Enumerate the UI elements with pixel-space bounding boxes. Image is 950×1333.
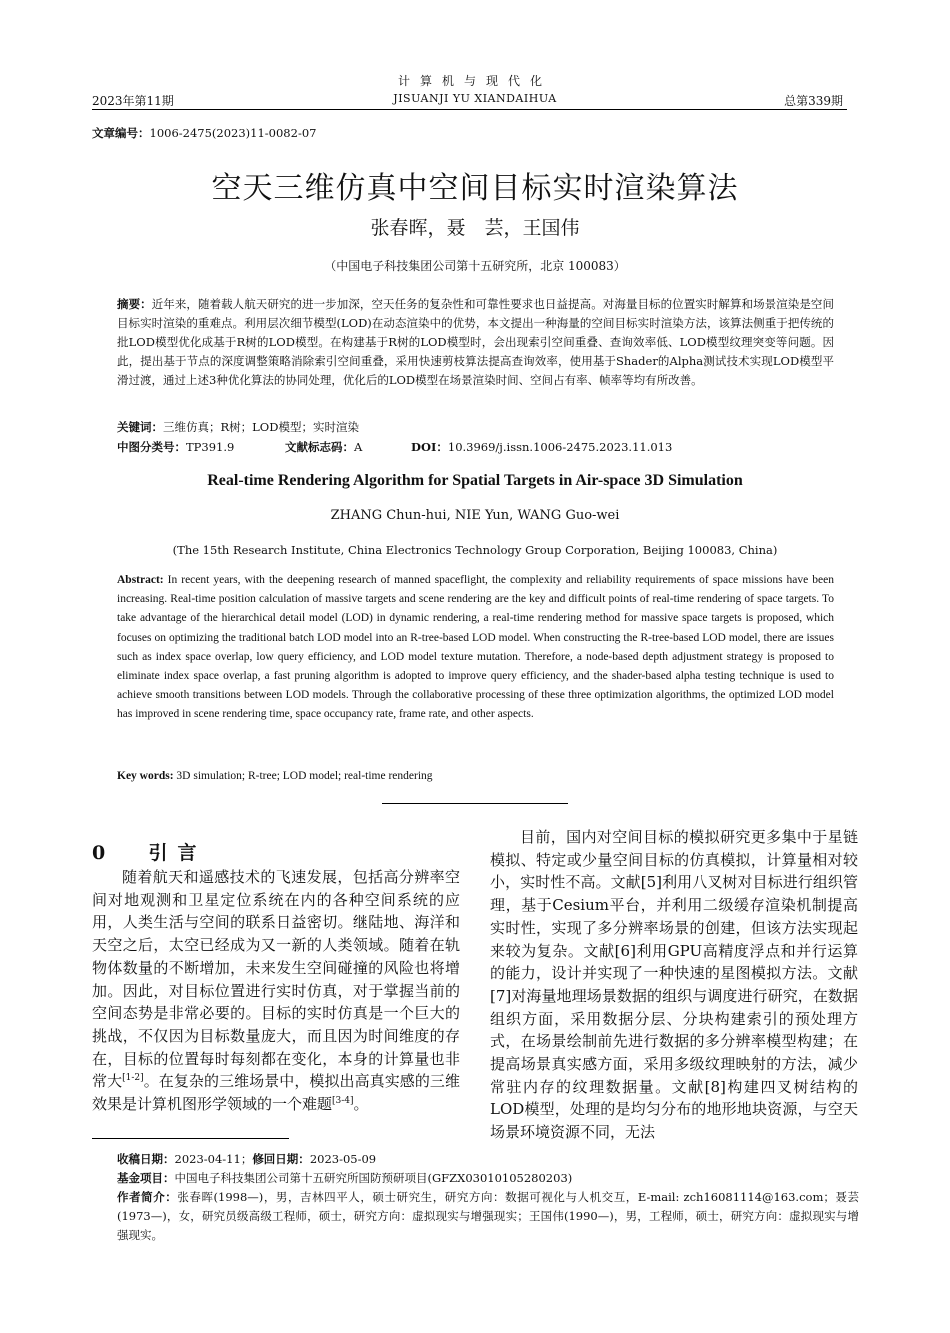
received-date: 2023-04-11 [174, 1152, 241, 1166]
classification-line [117, 439, 834, 455]
section-heading [92, 838, 206, 865]
keywords-cn-text: 三维仿真；R树；LOD模型；实时渲染 [163, 420, 359, 434]
doi-label: DOI： [411, 440, 448, 454]
title-cn: 空天三维仿真中空间目标实时渲染算法 [211, 171, 739, 206]
abstract-en [117, 571, 834, 725]
journal-title-cn: 计算机与现代化 [397, 74, 552, 88]
abstract-en-label: Abstract: [117, 574, 164, 586]
received-label: 收稿日期： [117, 1152, 175, 1166]
title-en: Real-time Rendering Algorithm for Spatial Targets in Air-space 3D Simulation [207, 472, 743, 489]
abstract-en-text: In recent years, with the deepening research of manned spaceflight, the complexity and reliability requirements of space missions have been increasing. Real-time position calculation of massive targets and scene rendering are the key and difficult points of real-time rendering of space targets. To take advantage of the hierarchical detail model (LOD) in dynamic rendering, a real-time rendering method for massive space targets is proposed, which focuses on optimizing the traditional batch LOD model into an R-tree-based LOD model. When constructing the R-tree-based LOD model, there are issues such as index space overlap, low query efficiency, and LOD model texture mutation. Therefore, a node-based depth adjustment strategy is proposed to eliminate index space overlap, a fast pruning algorithm is adopted to improve query efficiency, and the shader-based alpha testing technique is used to achieve smooth transitions between LOD models. Through the collaborative processing of these three optimization algorithms, the optimized LOD model has improved in scene rendering time, space occupancy rate, frame rate, and other aspects. [117, 574, 834, 721]
body-left-text-2: 。在复杂的三维场景中，模拟出高真实感的三维效果是计算机图形学领域的一个难题 [92, 1072, 460, 1114]
article-number-label: 文章编号： [92, 126, 150, 140]
year-issue: 2023年第11期 [92, 94, 174, 108]
keywords-cn-label: 关键词： [117, 420, 163, 434]
keywords-en-text: 3D simulation; R-tree; LOD model; real-time rendering [176, 770, 433, 782]
authors-en: ZHANG Chun-hui, NIE Yun, WANG Guo-wei [330, 508, 620, 523]
abstract-separator [382, 803, 568, 804]
bio-label: 作者简介： [117, 1190, 178, 1204]
abstract-cn-label: 摘要： [117, 297, 152, 311]
dates-line: 收稿日期：2023-04-11；修回日期：2023-05-09 [117, 1152, 377, 1166]
fund-line [117, 1169, 859, 1188]
total-issue: 总第339期 [784, 94, 843, 108]
bio-line [117, 1188, 859, 1245]
body-right-paragraph: 目前，国内对空间目标的模拟研究更多集中于星链模拟、特定或少量空间目标的仿真模拟，计算量相对较小，实时性不高。文献[5]利用八叉树对目标进行组织管理，基于Cesium平台，并利用二级缓存渲染机制提高实时性，实现了多分辨率场景的创建，但该方法实现起来较为复杂。文献[6]利用GPU高精度浮点和并行运算的能力，设计并实现了一种快速的星图模拟方法。文献[7]对海量地理场景数据的组织与调度进行研究，在数据组织方面，采用数据分层、分块构建索引的预处理方式，在场景绘制前先进行数据的多分辨率模型构建；在提高场景真实感方面，采用多级纹理映射的方法，减少常驻内存的纹理数据量。文献[8]构建四叉树结构的LOD模型，处理的是均匀分布的地形地块资源，与空天场景环境资源不同，无法 [490, 828, 858, 1142]
body-left-text-3: 。 [353, 1095, 369, 1114]
authors-cn: 张春晖，聂 芸，王国伟 [370, 217, 580, 239]
fund-label: 基金项目： [117, 1171, 175, 1185]
abstract-cn-text: 近年来，随着载人航天研究的进一步加深，空天任务的复杂性和可靠性要求也日益提高。对海量目标的位置实时解算和场景渲染是空间目标实时渲染的重难点。利用层次细节模型(LOD)在动态渲染中的优势，本文提出一种海量的空间目标实时渲染方法，该算法侧重于把传统的批LOD模型优化成基于R树的LOD模型。在构建基于R树的LOD模型时，会出现索引空间重叠、查询效率低、LOD模型纹理突变等问题。因此，提出基于节点的深度调整策略消除索引空间重叠，采用快速剪枝算法提高查询效率，使用基于Shader的Alpha测试技术实现LOD模型平滑过渡，通过上述3种优化算法的协同处理，优化后的LOD模型在场景渲染时间、空间占有率、帧率等均有所改善。 [117, 297, 834, 387]
footnotes [117, 1150, 859, 1245]
section-title: 引言 [148, 842, 207, 864]
journal-title-pinyin: JISUANJI YU XIANDAIHUA [393, 92, 557, 105]
revised-label: 修回日期： [252, 1152, 310, 1166]
clc-value: TP391.9 [186, 440, 235, 454]
section-number: 0 [92, 842, 116, 864]
body-left-paragraph [92, 866, 460, 1116]
abstract-cn [117, 295, 834, 390]
fund-text: 中国电子科技集团公司第十五研究所国防预研项目(GFZX03010105280203) [174, 1171, 573, 1185]
keywords-en [117, 767, 834, 786]
bio-text: 张春晖(1998—)，男，吉林四平人，硕士研究生，研究方向：数据可视化与人机交互，E-mail: zch16081114@163.com；聂芸(1973—)，女，研究员级高级工程师，硕士，研究方向：虚拟现实与增强现实；王国伟(1990—)，男，工程师，硕士，研究方向：虚拟现实与增强现实。 [117, 1190, 859, 1242]
affiliation-cn: （中国电子科技集团公司第十五研究所，北京 100083） [324, 259, 626, 273]
doc-code-value: A [354, 440, 363, 454]
body-left-text-1: 随着航天和遥感技术的飞速发展，包括高分辨率空间对地观测和卫星定位系统在内的各种空间系统的应用，人类生活与空间的联系日益密切。继陆地、海洋和天空之后，太空已经成为又一新的人类领域。随着在轨物体数量的不断增加，未来发生空间碰撞的风险也将增加。因此，对目标位置进行实时仿真，对于掌握当前的空间态势是非常必要的。目标的实时仿真是一个巨大的挑战，不仅因为目标数量庞大，而且因为时间维度的存在，目标的位置每时每刻都在变化，本身的计算量也非常大 [92, 868, 460, 1091]
footnote-divider [92, 1138, 289, 1139]
revised-date: 2023-05-09 [309, 1152, 377, 1166]
citation-3-4: [3-4] [332, 1096, 354, 1107]
article-number-value: 1006-2475(2023)11-0082-07 [149, 126, 317, 140]
doi-value: 10.3969/j.issn.1006-2475.2023.11.013 [447, 440, 673, 454]
keywords-cn [117, 418, 834, 437]
keywords-en-label: Key words: [117, 770, 174, 782]
affiliation-en: (The 15th Research Institute, China Electronics Technology Group Corporation, Beijing 100083, China) [172, 543, 778, 557]
citation-1-2: [1-2] [122, 1073, 144, 1084]
header-divider [92, 109, 847, 110]
doc-code-label: 文献标志码： [285, 440, 354, 454]
article-number [92, 125, 316, 141]
clc-label: 中图分类号： [117, 440, 186, 454]
